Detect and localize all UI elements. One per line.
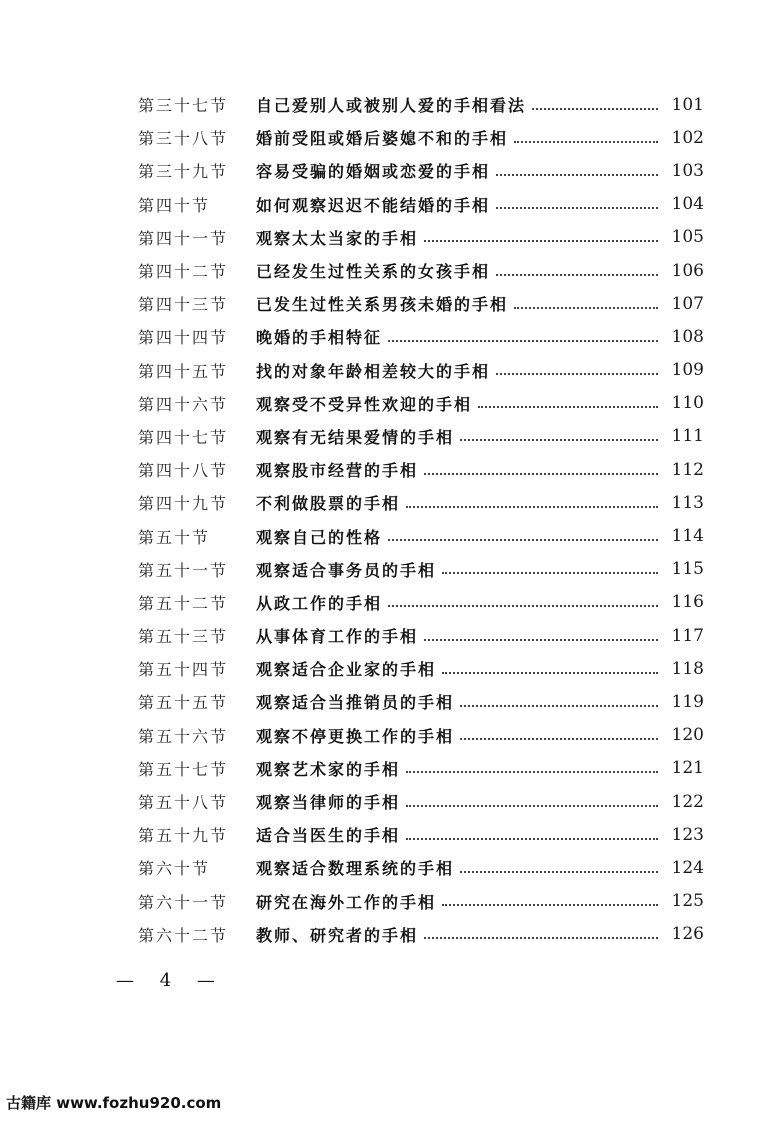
toc-page-number: 119: [671, 691, 704, 712]
toc-dot-leader: [424, 639, 658, 641]
toc-section-number: 第五十六节: [138, 726, 229, 746]
toc-page-number: 114: [671, 526, 704, 547]
toc-section-title: 观察艺术家的手相: [256, 759, 401, 779]
toc-page-number: 126: [671, 924, 704, 945]
toc-page-number: 105: [671, 227, 704, 248]
toc-section-number: 第五十节: [138, 527, 211, 547]
toc-page-number: 104: [671, 194, 704, 215]
toc-section-title: 找的对象年龄相差较大的手相: [256, 361, 491, 381]
toc-dot-leader: [514, 141, 658, 143]
toc-section-title: 婚前受阻或婚后婆媳不和的手相: [256, 129, 509, 149]
toc-section-number: 第三十七节: [138, 96, 229, 116]
toc-row: [138, 88, 704, 121]
toc-dot-leader: [424, 473, 658, 475]
toc-page-number: 107: [671, 293, 704, 314]
toc-dot-leader: [514, 307, 658, 309]
toc-section-number: 第四十节: [138, 195, 211, 215]
toc-section-number: 第四十三节: [138, 295, 229, 315]
toc-dot-leader: [388, 539, 658, 541]
toc-row: [138, 453, 704, 486]
toc-dot-leader: [406, 771, 658, 773]
toc-dot-leader: [406, 838, 658, 840]
toc-page-number: 113: [671, 492, 704, 513]
toc-dot-leader: [388, 605, 658, 607]
toc-row: [138, 818, 704, 851]
toc-section-number: 第四十八节: [138, 461, 229, 481]
watermark-text: 古籍库 www.fozhu920.com: [6, 1094, 222, 1112]
toc-dot-leader: [460, 738, 658, 740]
toc-section-title: 如何观察迟迟不能结婚的手相: [256, 195, 491, 215]
toc-section-title: 已发生过性关系男孩未婚的手相: [256, 295, 509, 315]
toc-page-number: 117: [671, 625, 704, 646]
toc-section-title: 观察当律师的手相: [256, 793, 401, 813]
page-number: — 4 —: [116, 970, 225, 991]
toc-section-number: 第五十八节: [138, 793, 229, 813]
toc-row: [138, 121, 704, 154]
toc-row: [138, 918, 704, 951]
toc-section-number: 第四十七节: [138, 427, 229, 447]
toc-section-title: 观察适合当推销员的手相: [256, 693, 455, 713]
toc-section-title: 观察股市经营的手相: [256, 461, 419, 481]
toc-section-title: 观察适合数理系统的手相: [256, 859, 455, 879]
toc-row: [138, 785, 704, 818]
toc-section-title: 观察受不受异性欢迎的手相: [256, 394, 473, 414]
toc-page-number: 112: [671, 459, 704, 480]
toc-section-number: 第五十五节: [138, 693, 229, 713]
toc-section-number: 第六十二节: [138, 925, 229, 945]
toc-page-number: 103: [671, 160, 704, 181]
toc-section-number: 第五十二节: [138, 593, 229, 613]
toc-dot-leader: [496, 373, 658, 375]
toc-section-title: 观察适合事务员的手相: [256, 560, 437, 580]
toc-row: [138, 719, 704, 752]
toc-page-number: 121: [671, 758, 704, 779]
toc-row: [138, 188, 704, 221]
toc-row: [138, 652, 704, 685]
toc-row: [138, 354, 704, 387]
toc-row: [138, 154, 704, 187]
toc-row: [138, 287, 704, 320]
toc-section-number: 第四十六节: [138, 394, 229, 414]
toc-dot-leader: [424, 937, 658, 939]
toc-section-title: 观察有无结果爱情的手相: [256, 427, 455, 447]
toc-dot-leader: [478, 406, 658, 408]
toc-section-title: 从政工作的手相: [256, 593, 383, 613]
toc-section-number: 第四十一节: [138, 228, 229, 248]
toc-section-title: 研究在海外工作的手相: [256, 892, 437, 912]
toc-section-title: 从事体育工作的手相: [256, 627, 419, 647]
toc-dot-leader: [442, 904, 658, 906]
toc-dot-leader: [442, 672, 658, 674]
toc-page-number: 122: [671, 791, 704, 812]
toc-dot-leader: [532, 108, 658, 110]
toc-section-number: 第五十四节: [138, 660, 229, 680]
toc-section-number: 第六十节: [138, 859, 211, 879]
toc-dot-leader: [496, 174, 658, 176]
toc-section-title: 观察适合企业家的手相: [256, 660, 437, 680]
toc-page-number: 102: [671, 127, 704, 148]
toc-dot-leader: [460, 439, 658, 441]
toc-section-number: 第三十九节: [138, 162, 229, 182]
toc-section-title: 晚婚的手相特征: [256, 328, 383, 348]
toc-row: [138, 221, 704, 254]
toc-section-title: 已经发生过性关系的女孩手相: [256, 262, 491, 282]
toc-page-number: 106: [671, 260, 704, 281]
toc-section-number: 第四十四节: [138, 328, 229, 348]
toc-section-title: 自己爱别人或被别人爱的手相看法: [256, 96, 527, 116]
toc-dot-leader: [406, 805, 658, 807]
toc-section-title: 适合当医生的手相: [256, 826, 401, 846]
toc-row: [138, 851, 704, 884]
toc-page-number: 108: [671, 326, 704, 347]
toc-dot-leader: [496, 274, 658, 276]
toc-row: [138, 752, 704, 785]
toc-row: [138, 519, 704, 552]
toc-row: [138, 885, 704, 918]
toc-dot-leader: [388, 340, 658, 342]
toc-section-title: 观察太太当家的手相: [256, 228, 419, 248]
toc-section-number: 第五十一节: [138, 560, 229, 580]
toc-page-number: 101: [671, 94, 704, 115]
toc-section-number: 第五十九节: [138, 826, 229, 846]
toc-dot-leader: [406, 506, 658, 508]
toc-page-number: 125: [671, 891, 704, 912]
toc-row: [138, 486, 704, 519]
toc-section-title: 容易受骗的婚姻或恋爱的手相: [256, 162, 491, 182]
toc-section-title: 教师、研究者的手相: [256, 925, 419, 945]
table-of-contents: [138, 88, 704, 951]
toc-page-number: 110: [671, 393, 704, 414]
toc-page-number: 111: [671, 426, 704, 447]
toc-dot-leader: [460, 705, 658, 707]
toc-section-number: 第六十一节: [138, 892, 229, 912]
toc-row: [138, 420, 704, 453]
toc-section-number: 第三十八节: [138, 129, 229, 149]
toc-section-title: 观察不停更换工作的手相: [256, 726, 455, 746]
toc-page-number: 118: [671, 658, 704, 679]
toc-section-title: 观察自己的性格: [256, 527, 383, 547]
toc-page-number: 123: [671, 824, 704, 845]
toc-row: [138, 320, 704, 353]
toc-section-number: 第四十二节: [138, 262, 229, 282]
toc-row: [138, 387, 704, 420]
toc-dot-leader: [496, 207, 658, 209]
toc-row: [138, 254, 704, 287]
toc-section-number: 第五十三节: [138, 627, 229, 647]
toc-page-number: 124: [671, 857, 704, 878]
toc-section-number: 第五十七节: [138, 759, 229, 779]
toc-dot-leader: [424, 240, 658, 242]
toc-page-number: 109: [671, 360, 704, 381]
toc-section-number: 第四十五节: [138, 361, 229, 381]
toc-section-title: 不利做股票的手相: [256, 494, 401, 514]
toc-page-number: 120: [671, 725, 704, 746]
toc-page-number: 116: [671, 592, 704, 613]
toc-dot-leader: [442, 572, 658, 574]
toc-row: [138, 553, 704, 586]
toc-dot-leader: [460, 871, 658, 873]
toc-row: [138, 619, 704, 652]
toc-row: [138, 586, 704, 619]
toc-page-number: 115: [671, 559, 704, 580]
toc-row: [138, 685, 704, 718]
toc-section-number: 第四十九节: [138, 494, 229, 514]
